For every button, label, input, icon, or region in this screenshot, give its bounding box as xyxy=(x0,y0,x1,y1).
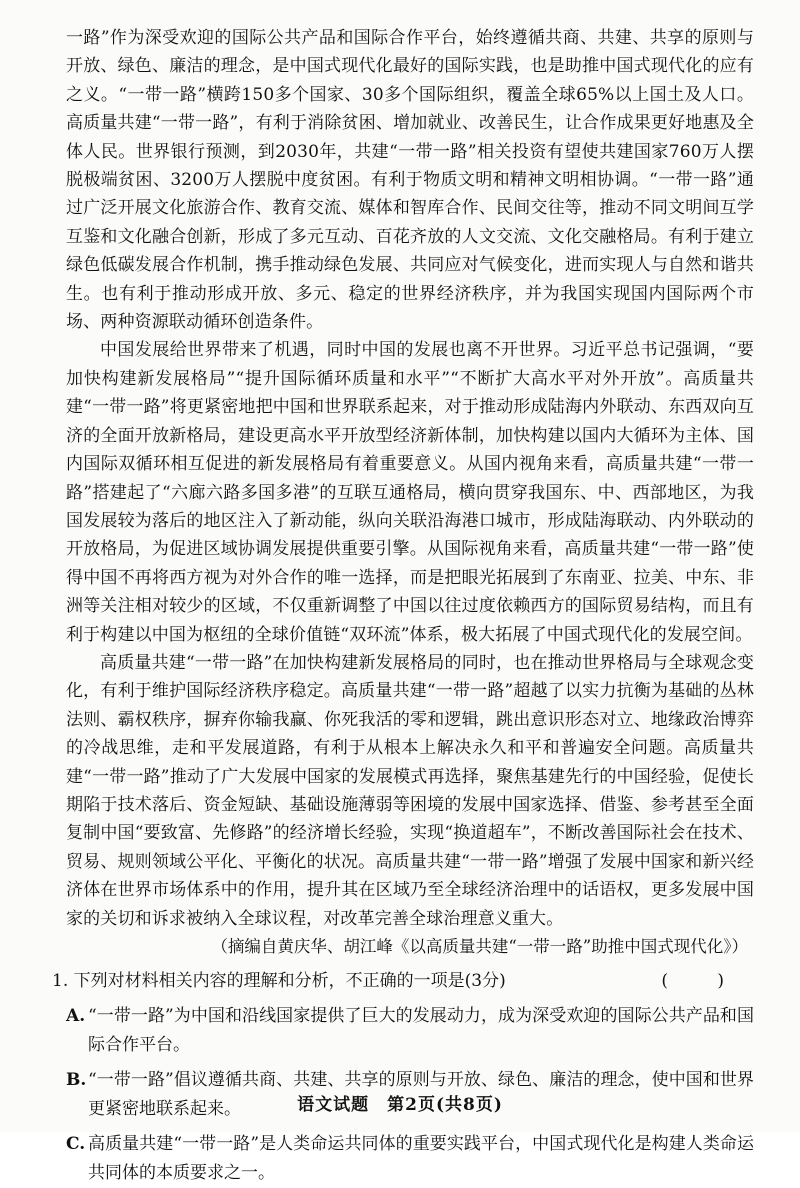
passage-paragraph: 高质量共建“一带一路”在加快构建新发展格局的同时，也在推动世界格局与全球观念变化，有利于维护国际经济秩序稳定。高质量共建“一带一路”超越了以实力抗衡为基础的丛林法则、霸权秩序，摒弃你输我赢、你死我活的零和逻辑，跳出意识形态对立、地缘政治博弈的冷战思维，走和平发展道路，有利于从根本上解决永久和平和普遍安全问题。高质量共建“一带一路”推动了广大发展中国家的发展模式再选择，聚焦基建先行的中国经验，促使长期陷于技术落后、资金短缺、基础设施薄弱等困境的发展中国家选择、借鉴、参考甚至全面复制中国“要致富、先修路”的经济增长经验，实现“换道超车”，不断改善国际社会在技术、贸易、规则领域公平化、平衡化的状况。高质量共建“一带一路”增强了发展中国家和新兴经济体在世界市场体系中的作用，提升其在区域乃至全球经济治理中的话语权，更多发展中国家的关切和诉求被纳入全球议程，对改革完善全球治理意义重大。 xyxy=(66,652,754,929)
question-1 xyxy=(52,967,754,1188)
answer-bracket: ( ) xyxy=(661,971,746,991)
option-text: 高质量共建“一带一路”是人类命运共同体的重要实践平台，中国式现代化是构建人类命运共同体的本质要求之一。 xyxy=(88,1134,754,1183)
option-a xyxy=(66,1002,754,1060)
option-letter: A. xyxy=(66,1006,86,1026)
page-footer: 语文试题 第2页(共8页) xyxy=(297,1095,503,1115)
option-letter: B. xyxy=(66,1070,87,1090)
question-stem: 1. 下列对材料相关内容的理解和分析，不正确的一项是(3分) xyxy=(52,971,506,991)
passage-paragraph: 中国发展给世界带来了机遇，同时中国的发展也离不开世界。习近平总书记强调，“要加快构建新发展格局”“提升国际循环质量和水平”“不断扩大高水平对外开放”。高质量共建“一带一路”将更紧密地把中国和世界联系起来，对于推动形成陆海内外联动、东西双向互济的全面开放新格局，建设更高水平开放型经济新体制，加快构建以国内大循环为主体、国内国际双循环相互促进的新发展格局有着重要意义。从国内视角来看，高质量共建“一带一路”搭建起了“六廊六路多国多港”的互联互通格局，横向贯穿我国东、中、西部地区，为我国发展较为落后的地区注入了新动能，纵向关联沿海港口城市，形成陆海联动、内外联动的开放格局，为促进区域协调发展提供重要引擎。从国际视角来看，高质量共建“一带一路”使得中国不再将西方视为对外合作的唯一选择，而是把眼光拓展到了东南亚、拉美、中东、非洲等关注相对较少的区域，不仅重新调整了中国以往过度依赖西方的国际贸易结构，而且有利于构建以中国为枢纽的全球价值链“双环流”体系，极大拓展了中国式现代化的发展空间。 xyxy=(66,340,754,645)
option-text: “一带一路”倡议遵循共商、共建、共享的原则与开放、绿色、廉洁的理念，使中国和世界更紧密地联系起来。 xyxy=(88,1070,754,1119)
reading-passage xyxy=(66,24,754,933)
option-text: “一带一路”为中国和沿线国家提供了巨大的发展动力，成为深受欢迎的国际公共产品和国际合作平台。 xyxy=(88,1006,754,1055)
option-c xyxy=(66,1130,754,1188)
source-attribution: （摘编自黄庆华、胡江峰《以高质量共建“一带一路”助推中国式现代化》） xyxy=(211,937,748,956)
option-letter: C. xyxy=(66,1134,86,1154)
passage-paragraph: 一路”作为深受欢迎的国际公共产品和国际合作平台，始终遵循共商、共建、共享的原则与开放、绿色、廉洁的理念，是中国式现代化最好的国际实践，也是助推中国式现代化的应有之义。“一带一路”横跨150多个国家、30多个国际组织，覆盖全球65%以上国土及人口。高质量共建“一带一路”，有利于消除贫困、增加就业、改善民生，让合作成果更好地惠及全体人民。世界银行预测，到2030年，共建“一带一路”相关投资有望使共建国家760万人摆脱极端贫困、3200万人摆脱中度贫困。有利于物质文明和精神文明相协调。“一带一路”通过广泛开展文化旅游合作、教育交流、媒体和智库合作、民间交往等，推动不同文明间互学互鉴和文化融合创新，形成了多元互动、百花齐放的人文交流、文化交融格局。有利于建立绿色低碳发展合作机制，携手推动绿色发展、共同应对气候变化，进而实现人与自然和谐共生。也有利于推动形成开放、多元、稳定的世界经济秩序，并为我国实现国内国际两个市场、两种资源联动循环创造条件。 xyxy=(66,28,754,333)
question-stem-row xyxy=(52,967,754,996)
